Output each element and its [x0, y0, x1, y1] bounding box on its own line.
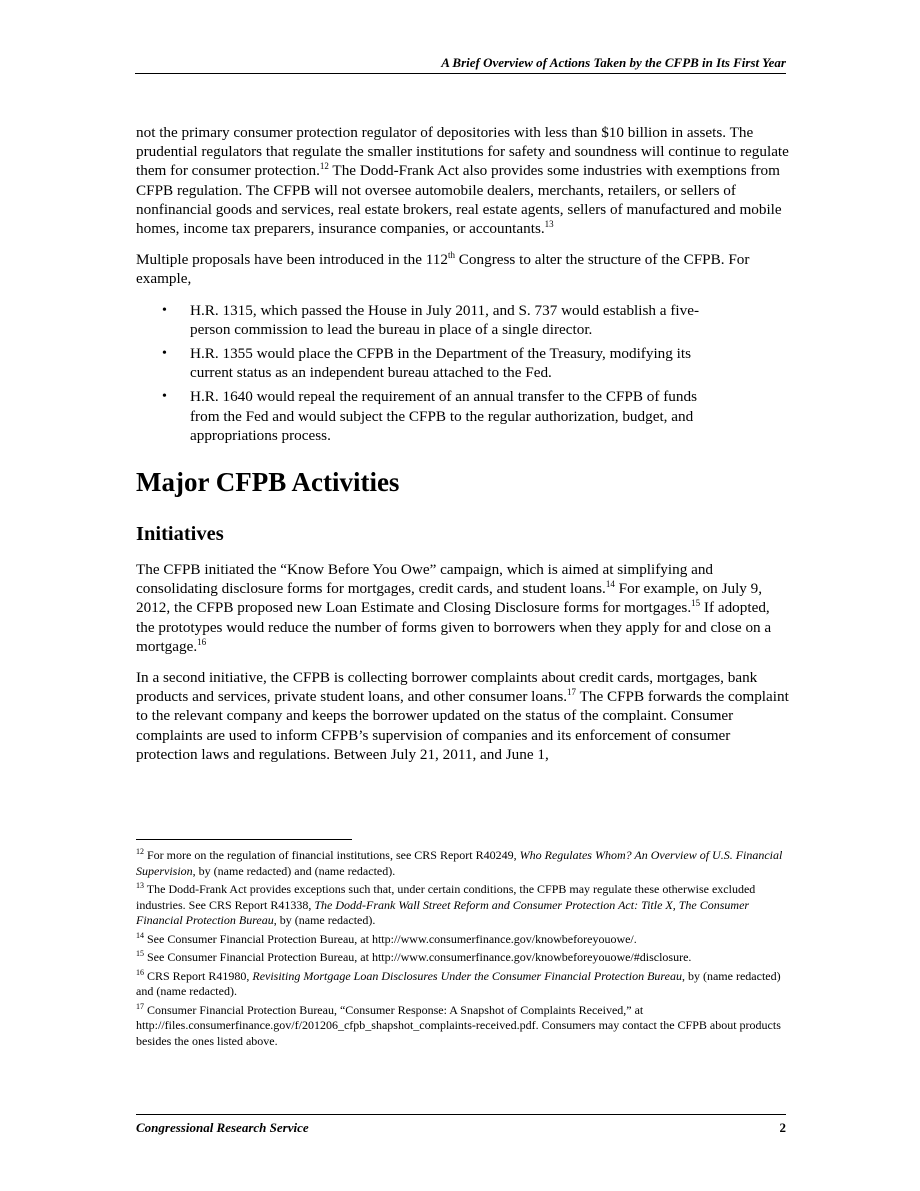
- page-number: 2: [779, 1120, 786, 1135]
- footnote-marker: 12: [136, 847, 144, 856]
- bullet-icon: •: [162, 302, 167, 318]
- paragraph: In a second initiative, the CFPB is collecting borrower complaints about credit cards, mortgages, bank products and services, private student loans, and other consumer loans.$^{17}$ The CFPB forwards the complaint to the relevant company and keeps the borrower updated on the status of the complaint. Consumer complaints are used to inform CFPB’s supervision of companies and its enforcement of consumer protection laws and regulations. Between July 21, 2011, and June 1,: [136, 669, 789, 763]
- footnote: $^{12}$ For more on the regulation of financial institutions, see CRS Report R40249, Who Regulates Whom? An Overview of U.S. Financial Supervision, by (name redacted) and (name redacted).: [136, 847, 783, 878]
- footnote-marker: 17: [567, 687, 577, 698]
- footnote: $^{15}$ See Consumer Financial Protection Bureau, at http://www.consumerfinance.gov/knowbeforeyouowe/#disclosure.: [136, 949, 692, 964]
- paragraph: Multiple proposals have been introduced in the 112th Congress to alter the structure of the CFPB. For example,: [136, 250, 750, 288]
- footnote-marker: 17: [136, 1001, 144, 1011]
- section-heading: Major CFPB Activities: [136, 467, 400, 498]
- footnote-marker: th: [447, 250, 455, 261]
- footnote: $^{13}$ The Dodd-Frank Act provides exceptions such that, under certain conditions, the CFPB may regulate these otherwise excluded industries. See CRS Report R41338, The Dodd-Frank Wall Street Reform and Consumer Protection Act: Title X, The Consumer Financial Protection Bureau, by (name redacted).: [136, 881, 756, 927]
- list-item: [162, 301, 720, 339]
- list-item: [162, 344, 720, 382]
- footnote-marker: 14: [605, 579, 615, 590]
- footnote-separator: [136, 839, 352, 840]
- bullet-icon: •: [162, 346, 167, 362]
- footnote-marker: 15: [691, 598, 701, 609]
- paragraph: not the primary consumer protection regulator of depositories with less than $10 billion in assets. The prudential regulators that regulate the smaller institutions for safety and soundness will continue to regulate them for consumer protection.$^{12}$ The Dodd-Frank Act also provides some industries with exemptions from CFPB regulation. The CFPB will not oversee automobile dealers, merchants, retailers, or sellers of nonfinancial goods and services, real estate brokers, real estate agents, sellers of manufactured and mobile homes, income tax preparers, insurance companies, or accountants.$^{13}$: [136, 124, 789, 238]
- list-item-text: H.R. 1355 would place the CFPB in the Department of the Treasury, modifying its current status as an independent bureau attached to the Fed.: [190, 345, 692, 382]
- footnote-marker: 14: [136, 930, 144, 940]
- list-item: [162, 387, 720, 445]
- running-footer: [136, 1114, 786, 1136]
- paragraph: The CFPB initiated the “Know Before You Owe” campaign, which is aimed at simplifying and consolidating disclosure forms for mortgages, credit cards, and student loans.$^{14}$ For example, on July 9, 2012, the CFPB proposed new Loan Estimate and Closing Disclosure forms for mortgages.$^{15}$ If adopted, the prototypes would reduce the number of forms given to borrowers when they apply for and close on a mortgage.$^{16}$: [136, 561, 772, 655]
- footer-organization: Congressional Research Service: [136, 1120, 309, 1135]
- bullet-icon: •: [162, 389, 167, 405]
- bullet-list: [136, 301, 720, 445]
- footnote-marker: 16: [136, 967, 144, 977]
- footnote: $^{17}$ Consumer Financial Protection Bureau, “Consumer Response: A Snapshot of Complaints Received,” at http://files.consumerfinance.gov/f/201206_cfpb_shapshot_complaints-received.pdf. Consumers may contact the CFPB about products besides the ones listed above.: [136, 1001, 781, 1048]
- body-text: [136, 123, 791, 776]
- footnote-marker: 15: [136, 949, 144, 958]
- italic-title: Who Regulates Whom? An Overview of U.S. Financial Supervision: [136, 848, 783, 878]
- footnote-marker: 13: [544, 218, 554, 229]
- footnote: $^{16}$ CRS Report R41980, Revisiting Mortgage Loan Disclosures Under the Consumer Financial Protection Bureau, by (name redacted) and (name redacted).: [136, 967, 781, 998]
- subsection-heading: Initiatives: [136, 523, 224, 546]
- list-item-text: H.R. 1640 would repeal the requirement of an annual transfer to the CFPB of funds from the Fed and would subject the CFPB to the regular authorization, budget, and appropriations process.: [190, 388, 697, 444]
- list-item-text: H.R. 1315, which passed the House in July 2011, and S. 737 would establish a five-person commission to lead the bureau in place of a single director.: [190, 301, 700, 338]
- running-header: A Brief Overview of Actions Taken by the CFPB in Its First Year: [135, 55, 786, 74]
- footnotes: [136, 848, 788, 1052]
- footnote: $^{14}$ See Consumer Financial Protection Bureau, at http://www.consumerfinance.gov/knowbeforeyouowe/.: [136, 930, 637, 946]
- footnote-marker: 16: [197, 636, 207, 647]
- footnote-marker: 12: [319, 161, 329, 172]
- italic-title: The Dodd-Frank Wall Street Reform and Consumer Protection Act: Title X, The Consumer Financial Protection Bureau: [136, 897, 750, 927]
- italic-title: Revisiting Mortgage Loan Disclosures Under the Consumer Financial Protection Bureau: [252, 968, 682, 983]
- footnote-marker: 13: [136, 881, 144, 890]
